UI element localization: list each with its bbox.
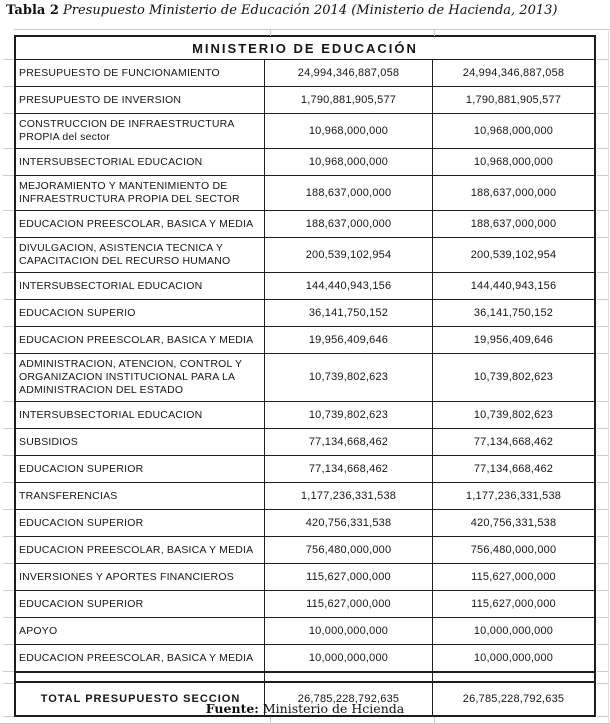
row-value-1: 1,177,236,331,538 — [265, 483, 433, 509]
grid-line — [597, 353, 608, 354]
total-value-2: 26,785,228,792,635 — [462, 692, 565, 705]
row-value-2: 115,627,000,000 — [471, 570, 556, 583]
grid-line — [3, 237, 14, 238]
row-value-2: 756,480,000,000 — [470, 543, 557, 556]
grid-line — [597, 113, 608, 114]
grid-line — [597, 644, 608, 645]
grid-line — [14, 29, 610, 30]
table-row — [16, 210, 594, 237]
caption-label: Tabla 2 — [6, 3, 59, 18]
row-value-1: 10,000,000,000 — [265, 618, 433, 644]
row-label: INTERSUBSECTORIAL EDUCACION — [16, 402, 265, 428]
spacer-cell — [265, 673, 433, 681]
grid-line — [3, 59, 14, 60]
row-label: EDUCACION SUPERIOR — [16, 591, 265, 617]
grid-line — [3, 644, 14, 645]
row-label: MEJORAMIENTO Y MANTENIMIENTO DE INFRAESTRUCTURA PROPIA DEL SECTOR — [16, 176, 265, 210]
row-value-1: 115,627,000,000 — [265, 564, 433, 590]
row-value-1: 10,968,000,000 — [265, 149, 433, 175]
row-label: INTERSUBSECTORIAL EDUCACION — [16, 273, 265, 299]
row-value-2: 10,000,000,000 — [473, 651, 554, 664]
table-row — [16, 175, 594, 210]
grid-line — [597, 716, 608, 717]
grid-line — [3, 401, 14, 402]
row-label: EDUCACION PREESCOLAR, BASICA Y MEDIA — [16, 537, 265, 563]
grid-line — [597, 671, 608, 672]
table-row — [16, 113, 594, 148]
row-value-2: 10,968,000,000 — [473, 124, 554, 137]
spacer-cell — [433, 673, 594, 681]
row-value-1: 10,968,000,000 — [265, 114, 433, 148]
row-value-2: 420,756,331,538 — [470, 516, 557, 529]
table-row — [16, 401, 594, 428]
row-label: ADMINISTRACION, ATENCION, CONTROL Y ORGANIZACION INSTITUCIONAL PARA LA ADMINISTRACION DEL ESTADO — [16, 354, 265, 401]
row-label: PRESUPUESTO DE INVERSION — [16, 87, 265, 113]
source-label: Fuente: — [205, 701, 259, 716]
table-row — [16, 353, 594, 401]
row-label: CONSTRUCCION DE INFRAESTRUCTURA PROPIA del sector — [16, 114, 265, 148]
row-label: DIVULGACION, ASISTENCIA TECNICA Y CAPACITACION DEL RECURSO HUMANO — [16, 238, 265, 272]
table-header-row — [16, 37, 594, 59]
table-row — [16, 272, 594, 299]
grid-line — [3, 617, 14, 618]
grid-line — [597, 148, 608, 149]
row-label: APOYO — [16, 618, 265, 644]
grid-line — [608, 29, 609, 723]
row-label: EDUCACION PREESCOLAR, BASICA Y MEDIA — [16, 645, 265, 671]
row-label: EDUCACION SUPERIOR — [16, 456, 265, 482]
row-label: SUBSIDIOS — [16, 429, 265, 455]
table-row — [16, 536, 594, 563]
row-value-1: 24,994,346,887,058 — [265, 60, 433, 86]
grid-line — [597, 455, 608, 456]
row-value-1: 115,627,000,000 — [265, 591, 433, 617]
table-row — [16, 563, 594, 590]
row-value-2: 77,134,668,462 — [473, 462, 554, 475]
row-value-2: 1,177,236,331,538 — [465, 489, 562, 502]
grid-line — [434, 29, 435, 36]
grid-line — [3, 563, 14, 564]
grid-line — [3, 299, 14, 300]
grid-line — [3, 175, 14, 176]
table-caption — [6, 3, 606, 19]
table-header-title: MINISTERIO DE EDUCACIÓN — [192, 40, 418, 56]
table-row — [16, 617, 594, 644]
grid-line — [3, 86, 14, 87]
grid-line — [597, 299, 608, 300]
row-value-1: 77,134,668,462 — [265, 429, 433, 455]
grid-line — [3, 353, 14, 354]
caption-text: Presupuesto Ministerio de Educación 2014 (Ministerio de Hacienda, 2013) — [58, 3, 558, 18]
row-value-2: 115,627,000,000 — [471, 597, 556, 610]
row-value-2: 188,637,000,000 — [470, 186, 557, 199]
table-row — [16, 428, 594, 455]
row-value-2: 200,539,102,954 — [470, 248, 557, 261]
grid-line — [3, 272, 14, 273]
table-row — [16, 148, 594, 175]
row-value-2: 19,956,409,646 — [473, 333, 554, 346]
table-row — [16, 509, 594, 536]
grid-line — [3, 113, 14, 114]
grid-line — [597, 563, 608, 564]
table-row — [16, 326, 594, 353]
grid-line — [3, 590, 14, 591]
row-value-2: 10,000,000,000 — [473, 624, 554, 637]
grid-line — [597, 482, 608, 483]
total-label: TOTAL PRESUPUESTO SECCION — [16, 683, 265, 715]
row-value-1: 200,539,102,954 — [265, 238, 433, 272]
grid-line — [597, 326, 608, 327]
grid-line — [597, 683, 608, 684]
row-value-1: 36,141,750,152 — [265, 300, 433, 326]
row-value-1: 420,756,331,538 — [265, 510, 433, 536]
row-value-2: 10,739,802,623 — [473, 408, 554, 421]
row-value-1: 10,000,000,000 — [265, 645, 433, 671]
grid-line — [3, 148, 14, 149]
budget-table — [14, 35, 596, 717]
row-value-1: 19,956,409,646 — [265, 327, 433, 353]
grid-line — [3, 683, 14, 684]
row-value-1: 10,739,802,623 — [265, 402, 433, 428]
grid-line — [3, 455, 14, 456]
table-row — [16, 86, 594, 113]
grid-line — [597, 86, 608, 87]
table-row — [16, 482, 594, 509]
grid-line — [3, 536, 14, 537]
total-value-1: 26,785,228,792,635 — [265, 683, 433, 715]
grid-line — [3, 482, 14, 483]
row-label: EDUCACION PREESCOLAR, BASICA Y MEDIA — [16, 211, 265, 237]
grid-line — [3, 671, 14, 672]
row-value-1: 188,637,000,000 — [265, 176, 433, 210]
grid-line — [597, 59, 608, 60]
source-note — [0, 701, 610, 716]
table-row — [16, 644, 594, 671]
table-row — [16, 299, 594, 326]
grid-line — [3, 509, 14, 510]
row-value-1: 77,134,668,462 — [265, 456, 433, 482]
grid-line — [3, 326, 14, 327]
grid-line — [3, 716, 14, 717]
row-value-1: 188,637,000,000 — [265, 211, 433, 237]
row-value-2: 24,994,346,887,058 — [462, 66, 565, 79]
source-text: Ministerio de Hcienda — [258, 701, 405, 716]
row-label: INTERSUBSECTORIAL EDUCACION — [16, 149, 265, 175]
row-value-2: 10,968,000,000 — [473, 155, 554, 168]
row-value-2: 1,790,881,905,577 — [465, 93, 562, 106]
row-value-1: 1,790,881,905,577 — [265, 87, 433, 113]
row-value-2: 10,739,802,623 — [473, 371, 554, 383]
grid-line — [597, 590, 608, 591]
grid-line — [597, 210, 608, 211]
grid-line — [597, 272, 608, 273]
row-label: INVERSIONES Y APORTES FINANCIEROS — [16, 564, 265, 590]
grid-line — [3, 210, 14, 211]
grid-line — [3, 428, 14, 429]
grid-line — [270, 29, 271, 36]
row-value-1: 10,739,802,623 — [265, 354, 433, 401]
row-value-2: 36,141,750,152 — [473, 306, 554, 319]
table-row — [16, 590, 594, 617]
row-label: EDUCACION PREESCOLAR, BASICA Y MEDIA — [16, 327, 265, 353]
row-label: EDUCACION SUPERIOR — [16, 510, 265, 536]
row-label: EDUCACION SUPERIO — [16, 300, 265, 326]
row-label: TRANSFERENCIAS — [16, 483, 265, 509]
spacer-row — [16, 671, 594, 683]
table-row — [16, 455, 594, 482]
table-row — [16, 237, 594, 272]
row-value-2: 144,440,943,156 — [470, 279, 557, 292]
grid-line — [597, 175, 608, 176]
grid-line — [597, 617, 608, 618]
grid-line — [597, 428, 608, 429]
row-value-1: 144,440,943,156 — [265, 273, 433, 299]
grid-line — [597, 401, 608, 402]
grid-line — [597, 237, 608, 238]
grid-line — [597, 509, 608, 510]
row-value-2: 77,134,668,462 — [473, 435, 554, 448]
row-value-2: 188,637,000,000 — [470, 217, 557, 230]
grid-line — [597, 536, 608, 537]
spacer-cell — [16, 673, 265, 681]
row-label: PRESUPUESTO DE FUNCIONAMIENTO — [16, 60, 265, 86]
row-value-1: 756,480,000,000 — [265, 537, 433, 563]
table-row — [16, 59, 594, 86]
